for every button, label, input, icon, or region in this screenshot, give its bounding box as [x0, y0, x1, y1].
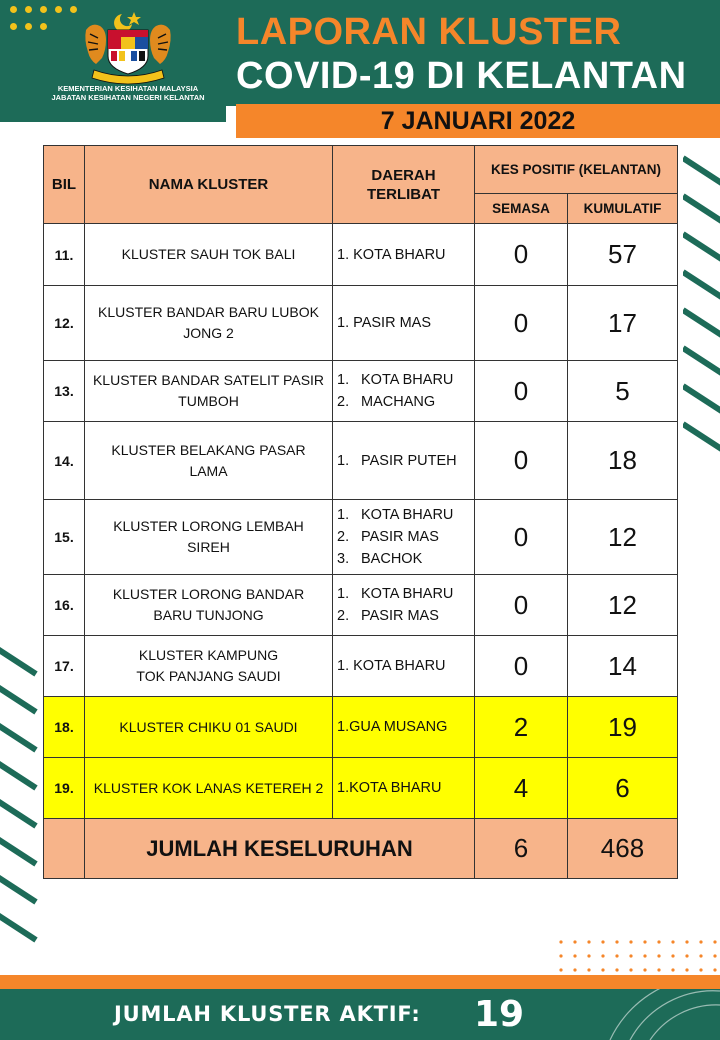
daerah-number: 2.	[337, 394, 350, 410]
row-daerah	[333, 361, 475, 422]
row-daerah	[333, 758, 475, 819]
logo-panel	[0, 0, 226, 122]
table-row	[44, 500, 678, 575]
daerah-number: 1.	[337, 452, 350, 469]
row-bil: 12.	[44, 286, 85, 361]
row-daerah	[333, 697, 475, 758]
row-semasa: 0	[475, 575, 568, 636]
header-kes-positif: KES POSITIF (KELANTAN)	[475, 146, 678, 194]
row-bil: 14.	[44, 422, 85, 500]
total-label: JUMLAH KESELURUHAN	[85, 819, 475, 879]
daerah-item: 1. KOTA BHARU	[337, 658, 446, 674]
row-bil: 16.	[44, 575, 85, 636]
row-cluster-name	[85, 500, 333, 575]
row-daerah	[333, 575, 475, 636]
daerah-number: 1.	[337, 507, 350, 523]
row-cluster-name	[85, 575, 333, 636]
agency-name	[30, 84, 226, 102]
daerah-number: 2.	[337, 608, 350, 624]
daerah-item: PASIR MAS	[361, 608, 439, 624]
total-semasa: 6	[475, 819, 568, 879]
daerah-number: 3.	[337, 551, 350, 567]
table-total-row	[44, 819, 678, 879]
table-row-highlighted	[44, 758, 678, 819]
header-daerah-line1: DAERAH	[371, 166, 436, 184]
report-title: LAPORAN KLUSTER	[236, 11, 622, 53]
daerah-item: 1.GUA MUSANG	[337, 719, 448, 735]
right-stripe-decoration	[683, 150, 720, 460]
daerah-item: PASIR MAS	[361, 529, 439, 545]
cluster-name-line2: JONG 2	[183, 325, 234, 341]
header-bil: BIL	[44, 146, 85, 224]
row-daerah	[333, 636, 475, 697]
active-cluster-label: JUMLAH KLUSTER AKTIF:	[114, 1002, 421, 1026]
daerah-item: KOTA BHARU	[361, 586, 454, 602]
daerah-item: 1. PASIR MAS	[337, 315, 432, 331]
table-row	[44, 575, 678, 636]
row-kumulatif: 6	[568, 758, 678, 819]
daerah-item: 1. KOTA BHARU	[337, 246, 446, 263]
row-kumulatif: 17	[568, 286, 678, 361]
row-cluster-name	[85, 224, 333, 286]
cluster-name-line1: KLUSTER LORONG BANDAR	[112, 586, 305, 602]
row-daerah	[333, 224, 475, 286]
row-bil: 19.	[44, 758, 85, 819]
row-cluster-name	[85, 697, 333, 758]
table-row	[44, 286, 678, 361]
row-semasa: 0	[475, 636, 568, 697]
row-cluster-name	[85, 636, 333, 697]
report-subtitle: COVID-19 DI KELANTAN	[236, 55, 687, 97]
row-bil: 18.	[44, 697, 85, 758]
header-daerah-terlibat	[333, 146, 475, 224]
table-row-highlighted	[44, 697, 678, 758]
row-kumulatif: 5	[568, 361, 678, 422]
row-bil: 15.	[44, 500, 85, 575]
header-kumulatif: KUMULATIF	[568, 194, 678, 224]
daerah-number: 2.	[337, 529, 350, 545]
row-kumulatif: 14	[568, 636, 678, 697]
decorative-dots	[10, 6, 80, 34]
row-semasa: 2	[475, 697, 568, 758]
row-cluster-name	[85, 286, 333, 361]
daerah-item: 1.KOTA BHARU	[337, 780, 442, 796]
row-semasa: 4	[475, 758, 568, 819]
table-row	[44, 361, 678, 422]
cluster-name-line1: KLUSTER LORONG LEMBAH	[113, 518, 304, 534]
report-date: 7 JANUARI 2022	[236, 104, 720, 138]
active-cluster-count: 19	[474, 994, 525, 1035]
row-cluster-name	[85, 361, 333, 422]
cluster-name-line1: KLUSTER BANDAR BARU LUBOK	[98, 304, 319, 320]
agency-ministry: KEMENTERIAN KESIHATAN MALAYSIA	[57, 84, 199, 93]
row-semasa: 0	[475, 224, 568, 286]
table-row	[44, 422, 678, 500]
row-semasa: 0	[475, 361, 568, 422]
malaysia-coat-of-arms-icon	[78, 8, 178, 88]
row-bil: 13.	[44, 361, 85, 422]
cluster-name-line2: TUMBOH	[178, 393, 239, 409]
row-semasa: 0	[475, 422, 568, 500]
row-kumulatif: 12	[568, 575, 678, 636]
footer-arc-decoration	[600, 989, 720, 1040]
total-bil-empty	[44, 819, 85, 879]
table-row	[44, 224, 678, 286]
row-daerah	[333, 286, 475, 361]
daerah-item: BACHOK	[361, 551, 423, 567]
row-cluster-name	[85, 758, 333, 819]
cluster-name-line2: SIREH	[187, 539, 230, 555]
cluster-name-line2: LAMA	[189, 462, 228, 479]
footer-accent-line	[0, 975, 720, 989]
row-kumulatif: 19	[568, 697, 678, 758]
cluster-name-line2: TOK PANJANG SAUDI	[136, 668, 281, 684]
row-kumulatif: 18	[568, 422, 678, 500]
cluster-name-line1: KLUSTER KOK LANAS KETEREH 2	[93, 779, 324, 796]
header-nama-kluster: NAMA KLUSTER	[85, 146, 333, 224]
row-semasa: 0	[475, 500, 568, 575]
row-kumulatif: 57	[568, 224, 678, 286]
report-header	[0, 0, 720, 140]
row-semasa: 0	[475, 286, 568, 361]
cluster-name-line1: KLUSTER CHIKU 01 SAUDI	[119, 718, 298, 735]
cluster-name-line1: KLUSTER KAMPUNG	[138, 647, 279, 663]
daerah-item: KOTA BHARU	[361, 507, 454, 523]
agency-state-department: JABATAN KESIHATAN NEGERI KELANTAN	[51, 93, 205, 102]
cluster-table	[43, 145, 678, 879]
table-row	[44, 636, 678, 697]
row-daerah	[333, 422, 475, 500]
row-bil: 11.	[44, 224, 85, 286]
row-kumulatif: 12	[568, 500, 678, 575]
daerah-item: PASIR PUTEH	[361, 452, 457, 469]
cluster-name-line1: KLUSTER BELAKANG PASAR	[111, 441, 306, 458]
daerah-number: 1.	[337, 372, 350, 388]
header-semasa: SEMASA	[475, 194, 568, 224]
cluster-name-line1: KLUSTER SAUH TOK BALI	[121, 246, 296, 262]
daerah-item: MACHANG	[361, 394, 436, 410]
header-daerah-line2: TERLIBAT	[366, 185, 441, 203]
cluster-name-line1: KLUSTER BANDAR SATELIT PASIR	[92, 372, 325, 388]
row-bil: 17.	[44, 636, 85, 697]
daerah-number: 1.	[337, 586, 350, 602]
row-cluster-name	[85, 422, 333, 500]
cluster-name-line2: BARU TUNJONG	[153, 607, 264, 623]
row-daerah	[333, 500, 475, 575]
total-kumulatif: 468	[568, 819, 678, 879]
daerah-item: KOTA BHARU	[361, 372, 454, 388]
left-stripe-decoration	[0, 640, 38, 950]
